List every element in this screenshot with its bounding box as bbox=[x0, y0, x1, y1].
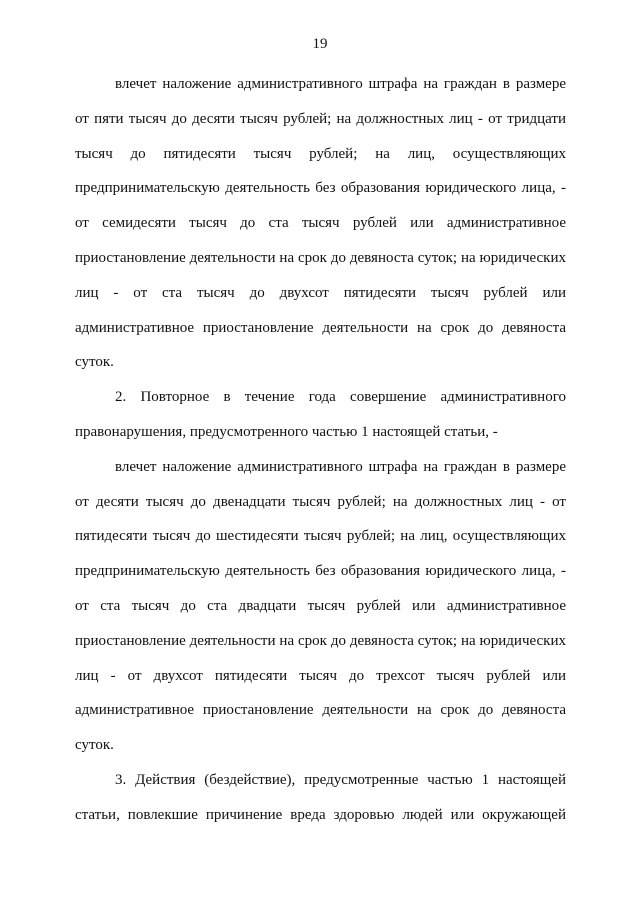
text-line: от семидесяти тысяч до ста тысяч рублей или административное bbox=[75, 215, 566, 232]
text-line: от десяти тысяч до двенадцати тысяч рублей; на должностных лиц - от bbox=[75, 493, 566, 510]
text-line: суток. bbox=[75, 737, 114, 754]
text-line: влечет наложение административного штрафа на граждан в размере bbox=[115, 458, 566, 475]
text-line: тысяч до пятидесяти тысяч рублей; на лиц, осуществляющих bbox=[75, 145, 566, 162]
text-line: предпринимательскую деятельность без образования юридического лица, - bbox=[75, 563, 566, 580]
text-line: правонарушения, предусмотренного частью 1 настоящей статьи, - bbox=[75, 423, 498, 440]
text-line: административное приостановление деятельности на срок до девяноста bbox=[75, 702, 566, 719]
text-line: влечет наложение административного штрафа на граждан в размере bbox=[115, 76, 566, 92]
text-line: предпринимательскую деятельность без образования юридического лица, - bbox=[75, 180, 566, 197]
text-line: пятидесяти тысяч до шестидесяти тысяч рублей; на лиц, осуществляющих bbox=[75, 528, 566, 545]
text-line: лиц - от двухсот пятидесяти тысяч до трехсот тысяч рублей или bbox=[75, 667, 566, 684]
text-line: статьи, повлекшие причинение вреда здоровью людей или окружающей bbox=[75, 806, 566, 823]
text-line: 2. Повторное в течение года совершение административного bbox=[115, 389, 566, 406]
page-number: 19 bbox=[312, 36, 328, 52]
text-line: приостановление деятельности на срок до девяноста суток; на юридических bbox=[75, 632, 566, 649]
text-line: от ста тысяч до ста двадцати тысяч рублей или административное bbox=[75, 597, 566, 614]
text-line: административное приостановление деятельности на срок до девяноста bbox=[75, 319, 566, 336]
text-line: приостановление деятельности на срок до девяноста суток; на юридических bbox=[75, 249, 566, 266]
text-line: суток. bbox=[75, 354, 114, 371]
text-line: лиц - от ста тысяч до двухсот пятидесяти тысяч рублей или bbox=[75, 284, 566, 301]
text-line: 3. Действия (бездействие), предусмотренные частью 1 настоящей bbox=[115, 771, 566, 788]
document-body bbox=[75, 67, 566, 833]
text-line: от пяти тысяч до десяти тысяч рублей; на должностных лиц - от тридцати bbox=[75, 110, 566, 127]
